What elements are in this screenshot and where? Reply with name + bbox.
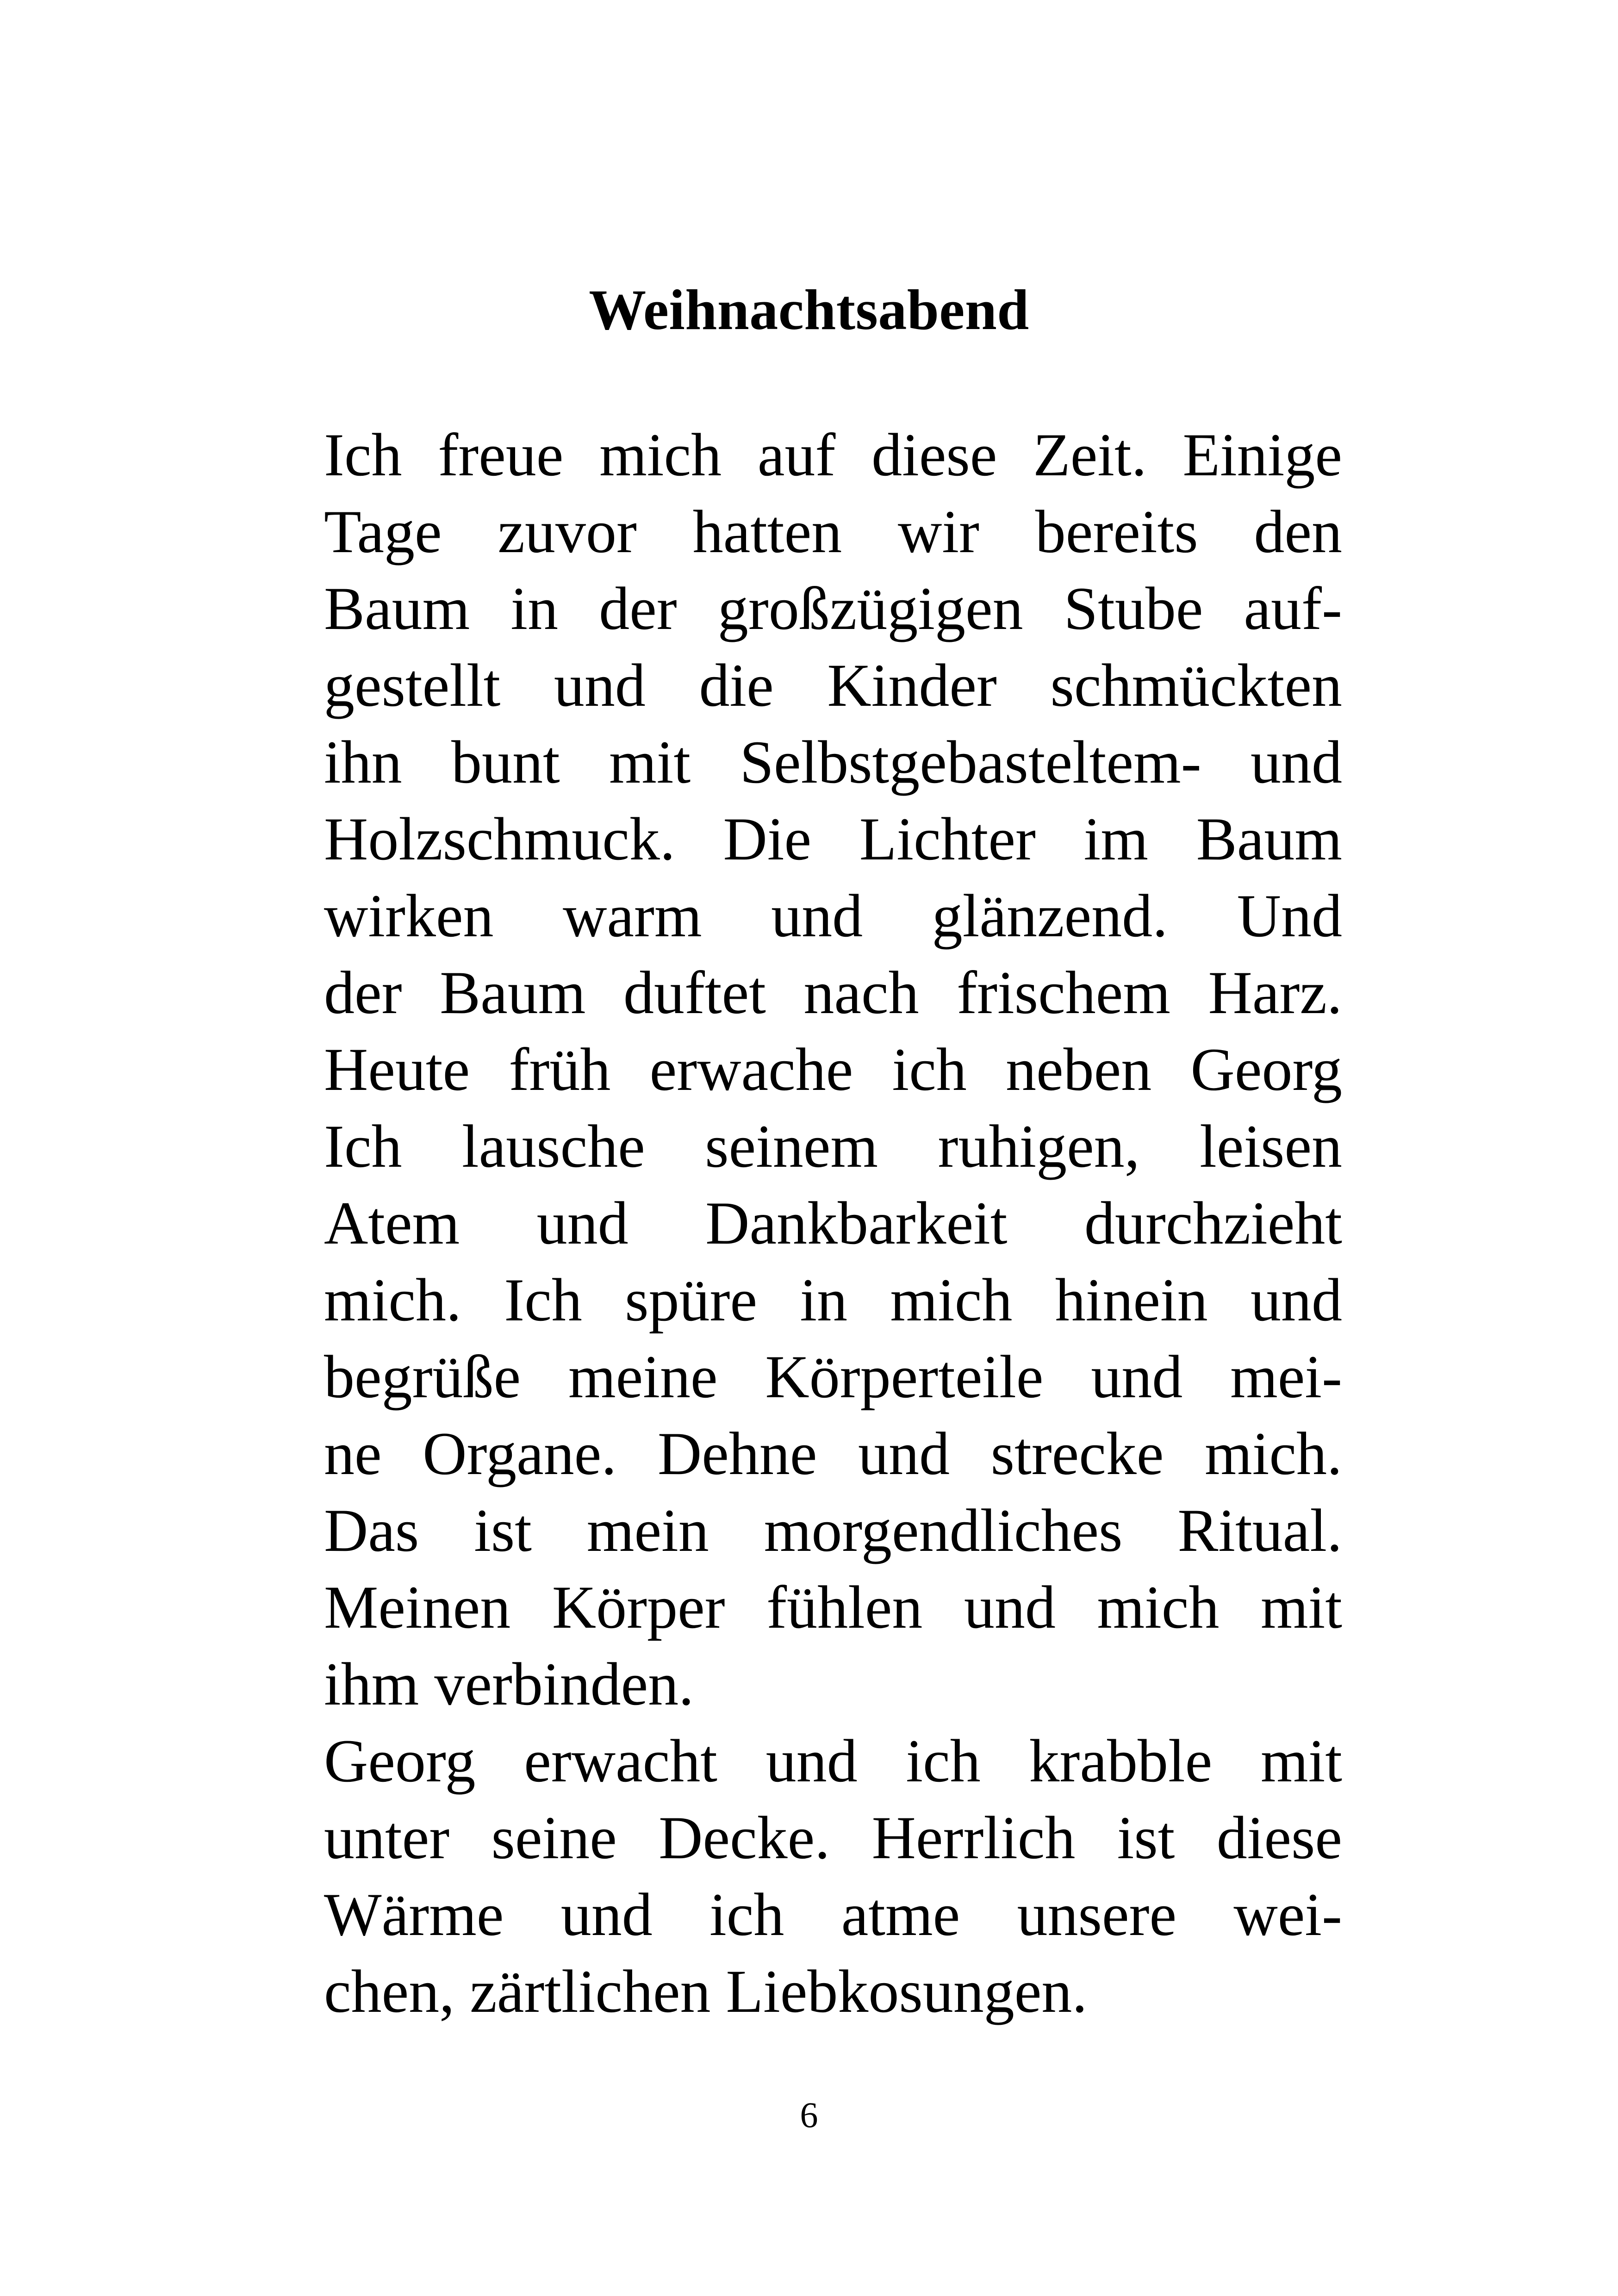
text-line: Heute früh erwache ich neben Georg bbox=[324, 1035, 1342, 1103]
text-line: Baum in der großzügigen Stube auf- bbox=[324, 574, 1342, 642]
text-line: Das ist mein morgendliches Ritual. bbox=[324, 1496, 1342, 1564]
text-line: Georg erwacht und ich krabble mit bbox=[324, 1727, 1342, 1795]
chapter-title: Weihnachtsabend bbox=[589, 278, 1029, 342]
text-line: Wärme und ich atme unsere wei- bbox=[324, 1880, 1342, 1948]
body-text bbox=[324, 417, 1342, 2030]
text-line: begrüße meine Körperteile und mei- bbox=[324, 1343, 1342, 1411]
text-line: Ich freue mich auf diese Zeit. Einige bbox=[324, 421, 1342, 489]
text-line: der Baum duftet nach frischem Harz. bbox=[324, 958, 1342, 1027]
text-line: unter seine Decke. Herrlich ist diese bbox=[324, 1804, 1342, 1872]
text-line: Ich lausche seinem ruhigen, leisen bbox=[324, 1112, 1342, 1180]
text-line: wirken warm und glänzend. Und bbox=[324, 882, 1342, 950]
text-line: Meinen Körper fühlen und mich mit bbox=[324, 1573, 1342, 1641]
text-line: chen, zärtlichen Liebkosungen. bbox=[324, 1957, 1088, 2025]
text-line: gestellt und die Kinder schmückten bbox=[324, 651, 1342, 719]
text-line: Tage zuvor hatten wir bereits den bbox=[324, 498, 1342, 566]
text-line: ihn bunt mit Selbstgebasteltem- und bbox=[324, 728, 1342, 796]
text-line: ihm verbinden. bbox=[324, 1650, 694, 1718]
text-line: ne Organe. Dehne und strecke mich. bbox=[324, 1419, 1342, 1487]
page-number: 6 bbox=[800, 2095, 818, 2135]
text-line: mich. Ich spüre in mich hinein und bbox=[324, 1266, 1342, 1334]
text-line: Atem und Dankbarkeit durchzieht bbox=[324, 1189, 1342, 1257]
text-line: Holzschmuck. Die Lichter im Baum bbox=[324, 805, 1342, 873]
